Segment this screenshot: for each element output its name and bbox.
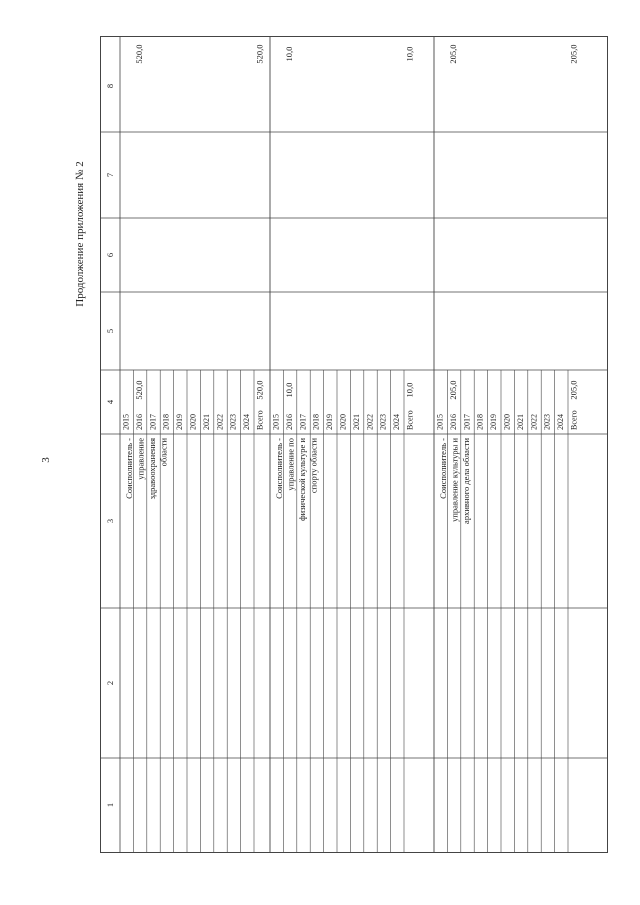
year-label: 2016 — [134, 414, 144, 430]
col8-value: 10,0 — [404, 46, 415, 62]
col8-value: 520,0 — [134, 44, 145, 64]
year-label: 2023 — [378, 414, 388, 430]
page-number: 3 — [39, 457, 52, 463]
section-responsible-line: Соисполнитель - — [437, 438, 448, 499]
table-grid — [100, 36, 608, 856]
year-label: 2017 — [462, 414, 472, 430]
col8-value: 205,0 — [568, 44, 579, 64]
col8-value: 205,0 — [448, 44, 459, 64]
year-label: 2021 — [201, 414, 211, 430]
col4-value: 10,0 — [284, 382, 295, 398]
year-label: 2024 — [392, 414, 402, 430]
col4-value: 205,0 — [568, 380, 579, 400]
year-label: Всего — [569, 410, 579, 430]
section-responsible-line: управление по — [285, 438, 296, 491]
section-responsible-line: архивного дела области — [460, 438, 471, 524]
year-label: Всего — [405, 410, 415, 430]
rotated-table — [100, 36, 608, 861]
col8-value: 10,0 — [284, 46, 295, 62]
year-label: 2022 — [215, 414, 225, 430]
column-header-1: 1 — [104, 802, 115, 808]
year-label: 2015 — [271, 414, 281, 430]
year-label: 2023 — [228, 414, 238, 430]
year-label: 2015 — [435, 414, 445, 430]
column-header-8: 8 — [104, 83, 115, 89]
column-header-2: 2 — [104, 680, 115, 686]
year-label: 2019 — [325, 414, 335, 430]
column-header-7: 7 — [104, 172, 115, 178]
year-label: 2017 — [298, 414, 308, 430]
section-responsible-line: управление культуры и — [449, 438, 460, 522]
year-label: 2021 — [515, 414, 525, 430]
column-header-3: 3 — [104, 518, 115, 524]
col4-value: 10,0 — [404, 382, 415, 398]
year-label: 2019 — [489, 414, 499, 430]
col4-value: 520,0 — [134, 380, 145, 400]
year-label: 2016 — [284, 414, 294, 430]
section-responsible-line: здравоохранения — [146, 438, 157, 500]
section-responsible-line: Соисполнитель - — [273, 438, 284, 499]
year-label: 2018 — [161, 414, 171, 430]
year-label: 2021 — [351, 414, 361, 430]
year-label: 2020 — [188, 414, 198, 430]
year-label: Всего — [255, 410, 265, 430]
section-responsible-line: спорту области — [308, 438, 319, 494]
col8-value: 520,0 — [254, 44, 265, 64]
section-responsible-line: физической культуре и — [296, 438, 307, 521]
year-label: 2015 — [121, 414, 131, 430]
year-label: 2020 — [502, 414, 512, 430]
column-header-4: 4 — [104, 399, 115, 405]
year-label: 2024 — [242, 414, 252, 430]
section-responsible-line: Соисполнитель - — [123, 438, 134, 499]
section-responsible-line: области — [158, 438, 169, 467]
year-label: 2022 — [365, 414, 375, 430]
year-label: 2020 — [338, 414, 348, 430]
year-label: 2019 — [175, 414, 185, 430]
year-label: 2024 — [556, 414, 566, 430]
year-label: 2023 — [542, 414, 552, 430]
year-label: 2016 — [448, 414, 458, 430]
year-label: 2018 — [475, 414, 485, 430]
year-label: 2018 — [311, 414, 321, 430]
column-header-6: 6 — [104, 252, 115, 258]
table-border — [101, 37, 608, 853]
section-responsible-line: управление — [135, 438, 146, 480]
col4-value: 205,0 — [448, 380, 459, 400]
appendix-title: Продолжение приложения № 2 — [74, 161, 86, 307]
year-label: 2017 — [148, 414, 158, 430]
col4-value: 520,0 — [254, 380, 265, 400]
year-label: 2022 — [529, 414, 539, 430]
column-header-5: 5 — [104, 328, 115, 334]
